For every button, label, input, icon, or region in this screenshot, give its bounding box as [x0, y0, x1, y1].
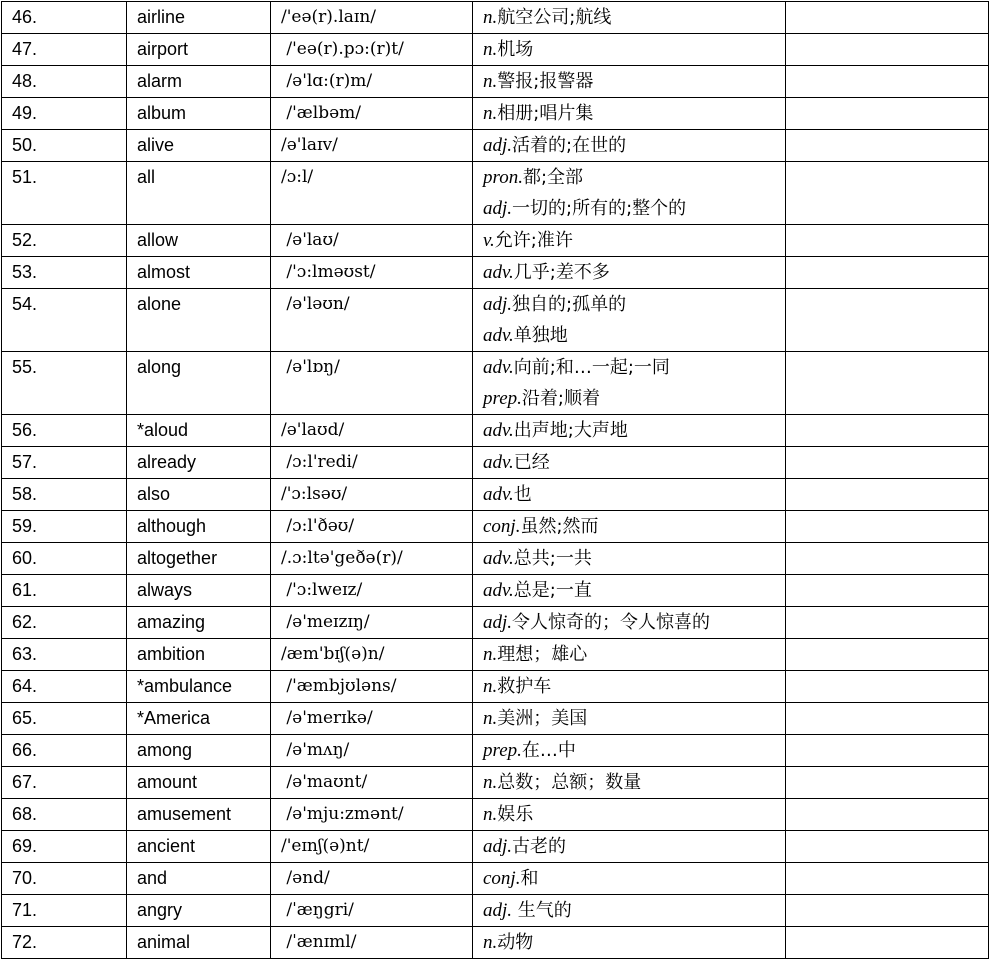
definition-line [483, 2, 785, 33]
entry-phonetic: /'eə(r).pɔ:(r)t/ [271, 34, 473, 66]
definition-text: 理想；雄心 [497, 644, 588, 665]
definition-text: 几乎;差不多 [513, 262, 610, 283]
entry-definition [473, 289, 786, 352]
entry-word: *ambulance [127, 671, 271, 703]
entry-phonetic: /ə'ləʊn/ [271, 289, 473, 352]
entry-notes-empty [786, 895, 989, 927]
definition-text: 和 [520, 868, 539, 889]
entry-phonetic: /ə'lɑ:(r)m/ [271, 66, 473, 98]
part-of-speech: adj. [483, 836, 513, 857]
definition-text: 虽然;然而 [520, 516, 599, 537]
entry-word: airline [127, 2, 271, 34]
entry-word: almost [127, 257, 271, 289]
definition-line [483, 671, 785, 702]
table-row [2, 98, 989, 130]
definition-line [483, 34, 785, 65]
entry-definition [473, 66, 786, 98]
entry-definition [473, 671, 786, 703]
entry-number: 64. [2, 671, 127, 703]
entry-number: 48. [2, 66, 127, 98]
table-row [2, 225, 989, 257]
entry-definition [473, 447, 786, 479]
entry-word: all [127, 162, 271, 225]
definition-line [483, 130, 785, 161]
part-of-speech: adj. [483, 900, 513, 921]
definition-line [483, 799, 785, 830]
entry-phonetic: /ɔ:l'ðəʊ/ [271, 511, 473, 543]
part-of-speech: adj. [483, 612, 513, 633]
table-row [2, 927, 989, 959]
table-row [2, 767, 989, 799]
entry-word: animal [127, 927, 271, 959]
entry-number: 52. [2, 225, 127, 257]
entry-number: 70. [2, 863, 127, 895]
definition-text: 独自的;孤单的 [512, 294, 627, 315]
part-of-speech: prep. [483, 388, 522, 409]
definition-text: 向前;和…一起;一同 [513, 357, 670, 378]
entry-notes-empty [786, 66, 989, 98]
entry-word: album [127, 98, 271, 130]
table-row [2, 639, 989, 671]
part-of-speech: adj. [483, 198, 513, 219]
entry-phonetic: /ə'laʊ/ [271, 225, 473, 257]
entry-number: 68. [2, 799, 127, 831]
definition-line [483, 98, 785, 129]
definition-text: 救护车 [497, 676, 552, 697]
entry-number: 55. [2, 352, 127, 415]
entry-word: already [127, 447, 271, 479]
entry-notes-empty [786, 831, 989, 863]
entry-number: 71. [2, 895, 127, 927]
definition-text: 在…中 [521, 740, 576, 761]
entry-definition [473, 863, 786, 895]
entry-definition [473, 162, 786, 225]
definition-line [483, 289, 785, 320]
entry-definition [473, 543, 786, 575]
part-of-speech: conj. [483, 516, 521, 537]
part-of-speech: adv. [483, 580, 514, 601]
part-of-speech: adj. [483, 135, 513, 156]
part-of-speech: n. [483, 676, 498, 697]
entry-notes-empty [786, 130, 989, 162]
entry-phonetic: /ˈænɪml/ [271, 927, 473, 959]
entry-phonetic: /'ɔ:lməʊst/ [271, 257, 473, 289]
entry-notes-empty [786, 289, 989, 352]
entry-definition [473, 927, 786, 959]
part-of-speech: prep. [483, 740, 522, 761]
definition-line [483, 511, 785, 542]
entry-phonetic: /ə'mju:zmənt/ [271, 799, 473, 831]
entry-word: although [127, 511, 271, 543]
entry-notes-empty [786, 479, 989, 511]
entry-phonetic: /ənd/ [271, 863, 473, 895]
entry-phonetic: /ə'meɪzɪŋ/ [271, 607, 473, 639]
definition-line [483, 193, 785, 224]
entry-number: 60. [2, 543, 127, 575]
entry-phonetic: /ə'laʊd/ [271, 415, 473, 447]
part-of-speech: adv. [483, 357, 514, 378]
entry-number: 72. [2, 927, 127, 959]
entry-notes-empty [786, 863, 989, 895]
entry-notes-empty [786, 352, 989, 415]
part-of-speech: adv. [483, 420, 514, 441]
part-of-speech: n. [483, 932, 498, 953]
table-row [2, 735, 989, 767]
entry-notes-empty [786, 98, 989, 130]
part-of-speech: n. [483, 71, 498, 92]
table-row [2, 607, 989, 639]
table-row [2, 289, 989, 352]
entry-number: 62. [2, 607, 127, 639]
entry-notes-empty [786, 799, 989, 831]
entry-definition [473, 575, 786, 607]
part-of-speech: n. [483, 772, 498, 793]
table-row [2, 671, 989, 703]
table-row [2, 863, 989, 895]
definition-text: 活着的;在世的 [512, 135, 627, 156]
definition-text: 机场 [497, 39, 534, 60]
table-row [2, 543, 989, 575]
table-row [2, 34, 989, 66]
entry-definition [473, 257, 786, 289]
entry-notes-empty [786, 671, 989, 703]
entry-word: alone [127, 289, 271, 352]
entry-phonetic: /'ælbəm/ [271, 98, 473, 130]
vocabulary-table [1, 1, 989, 959]
entry-word: alive [127, 130, 271, 162]
definition-line [483, 639, 785, 670]
definition-line [483, 320, 785, 351]
entry-phonetic: /ə'mʌŋ/ [271, 735, 473, 767]
definition-line [483, 479, 785, 510]
definition-text: 警报;报警器 [497, 71, 594, 92]
definition-text: 一切的;所有的;整个的 [512, 198, 687, 219]
entry-number: 49. [2, 98, 127, 130]
table-row [2, 66, 989, 98]
entry-phonetic: /æm'bɪʃ(ə)n/ [271, 639, 473, 671]
definition-text: 总共;一共 [513, 548, 592, 569]
entry-phonetic: /'eɪnʃ(ə)nt/ [271, 831, 473, 863]
entry-notes-empty [786, 575, 989, 607]
definition-text: 出声地;大声地 [513, 420, 628, 441]
entry-definition [473, 767, 786, 799]
entry-number: 63. [2, 639, 127, 671]
part-of-speech: n. [483, 39, 498, 60]
definition-line [483, 415, 785, 446]
entry-phonetic: /'ɔ:lsəʊ/ [271, 479, 473, 511]
entry-notes-empty [786, 639, 989, 671]
entry-notes-empty [786, 2, 989, 34]
definition-text: 总数；总额；数量 [497, 772, 642, 793]
part-of-speech: v. [483, 230, 495, 251]
part-of-speech: adv. [483, 484, 514, 505]
definition-line [483, 735, 785, 766]
definition-line [483, 447, 785, 478]
definition-line [483, 162, 785, 193]
entry-number: 50. [2, 130, 127, 162]
entry-definition [473, 799, 786, 831]
entry-definition [473, 34, 786, 66]
entry-phonetic: /ɔ:l'redi/ [271, 447, 473, 479]
entry-phonetic: /ə'laɪv/ [271, 130, 473, 162]
entry-definition [473, 479, 786, 511]
entry-word: alarm [127, 66, 271, 98]
table-row [2, 511, 989, 543]
part-of-speech: n. [483, 103, 498, 124]
table-row [2, 703, 989, 735]
definition-text: 都;全部 [522, 167, 584, 188]
entry-word: amount [127, 767, 271, 799]
entry-definition [473, 130, 786, 162]
entry-phonetic: /'ɔ:lweɪz/ [271, 575, 473, 607]
entry-notes-empty [786, 447, 989, 479]
entry-word: along [127, 352, 271, 415]
table-row [2, 415, 989, 447]
table-row [2, 352, 989, 415]
table-row [2, 575, 989, 607]
definition-line [483, 66, 785, 97]
definition-text: 单独地 [513, 325, 568, 346]
entry-notes-empty [786, 225, 989, 257]
table-row [2, 130, 989, 162]
definition-text: 已经 [513, 452, 550, 473]
entry-number: 54. [2, 289, 127, 352]
part-of-speech: adv. [483, 262, 514, 283]
entry-phonetic: /ə'lɒŋ/ [271, 352, 473, 415]
definition-line [483, 895, 785, 926]
table-row [2, 2, 989, 34]
definition-line [483, 575, 785, 606]
entry-number: 56. [2, 415, 127, 447]
definition-line [483, 863, 785, 894]
entry-notes-empty [786, 162, 989, 225]
definition-text: 动物 [497, 932, 534, 953]
definition-text: 娱乐 [497, 804, 534, 825]
entry-number: 53. [2, 257, 127, 289]
entry-number: 65. [2, 703, 127, 735]
entry-phonetic: /'æmbjʊləns/ [271, 671, 473, 703]
entry-number: 66. [2, 735, 127, 767]
entry-notes-empty [786, 257, 989, 289]
entry-word: amusement [127, 799, 271, 831]
table-row [2, 799, 989, 831]
definition-line [483, 607, 785, 638]
entry-phonetic: /.ɔ:ltə'geðə(r)/ [271, 543, 473, 575]
entry-number: 67. [2, 767, 127, 799]
entry-definition [473, 2, 786, 34]
part-of-speech: adv. [483, 548, 514, 569]
entry-word: among [127, 735, 271, 767]
part-of-speech: n. [483, 644, 498, 665]
part-of-speech: adv. [483, 325, 514, 346]
entry-phonetic: /'eə(r).laɪn/ [271, 2, 473, 34]
entry-notes-empty [786, 34, 989, 66]
entry-word: also [127, 479, 271, 511]
part-of-speech: adj. [483, 294, 513, 315]
entry-phonetic: /ɔ:l/ [271, 162, 473, 225]
entry-phonetic: /ˈæŋgri/ [271, 895, 473, 927]
definition-line [483, 703, 785, 734]
entry-number: 69. [2, 831, 127, 863]
entry-word: always [127, 575, 271, 607]
entry-definition [473, 831, 786, 863]
entry-definition [473, 511, 786, 543]
table-row [2, 447, 989, 479]
entry-word: ancient [127, 831, 271, 863]
entry-word: *aloud [127, 415, 271, 447]
definition-line [483, 543, 785, 574]
entry-definition [473, 415, 786, 447]
definition-line [483, 225, 785, 256]
entry-notes-empty [786, 511, 989, 543]
entry-word: and [127, 863, 271, 895]
part-of-speech: n. [483, 708, 498, 729]
entry-definition [473, 225, 786, 257]
entry-word: ambition [127, 639, 271, 671]
definition-text: 令人惊奇的；令人惊喜的 [512, 612, 711, 633]
entry-notes-empty [786, 703, 989, 735]
definition-line [483, 767, 785, 798]
entry-word: altogether [127, 543, 271, 575]
definition-line [483, 352, 785, 383]
entry-number: 46. [2, 2, 127, 34]
part-of-speech: n. [483, 7, 498, 28]
definition-line [483, 831, 785, 862]
table-row [2, 895, 989, 927]
entry-definition [473, 352, 786, 415]
entry-word: angry [127, 895, 271, 927]
definition-line [483, 257, 785, 288]
entry-notes-empty [786, 543, 989, 575]
definition-text: 美洲；美国 [497, 708, 588, 729]
entry-definition [473, 735, 786, 767]
part-of-speech: pron. [483, 167, 523, 188]
entry-word: airport [127, 34, 271, 66]
entry-definition [473, 98, 786, 130]
definition-text: 生气的 [512, 900, 572, 921]
entry-number: 51. [2, 162, 127, 225]
entry-word: *America [127, 703, 271, 735]
definition-text: 允许;准许 [494, 230, 573, 251]
entry-number: 58. [2, 479, 127, 511]
entry-number: 61. [2, 575, 127, 607]
entry-number: 59. [2, 511, 127, 543]
table-row [2, 479, 989, 511]
definition-text: 也 [513, 484, 532, 505]
entry-phonetic: /ə'merɪkə/ [271, 703, 473, 735]
definition-text: 相册;唱片集 [497, 103, 594, 124]
table-row [2, 162, 989, 225]
entry-number: 47. [2, 34, 127, 66]
definition-text: 总是;一直 [513, 580, 592, 601]
table-row [2, 831, 989, 863]
entry-notes-empty [786, 735, 989, 767]
entry-word: amazing [127, 607, 271, 639]
entry-notes-empty [786, 607, 989, 639]
part-of-speech: conj. [483, 868, 521, 889]
definition-line [483, 927, 785, 958]
entry-definition [473, 607, 786, 639]
definition-text: 古老的 [512, 836, 567, 857]
entry-definition [473, 895, 786, 927]
entry-notes-empty [786, 767, 989, 799]
definition-text: 航空公司;航线 [497, 7, 612, 28]
vocabulary-table-body [2, 2, 989, 959]
entry-definition [473, 703, 786, 735]
entry-word: allow [127, 225, 271, 257]
part-of-speech: adv. [483, 452, 514, 473]
definition-text: 沿着;顺着 [521, 388, 600, 409]
entry-number: 57. [2, 447, 127, 479]
entry-notes-empty [786, 927, 989, 959]
part-of-speech: n. [483, 804, 498, 825]
entry-definition [473, 639, 786, 671]
entry-phonetic: /ə'maʊnt/ [271, 767, 473, 799]
entry-notes-empty [786, 415, 989, 447]
definition-line [483, 383, 785, 414]
table-row [2, 257, 989, 289]
